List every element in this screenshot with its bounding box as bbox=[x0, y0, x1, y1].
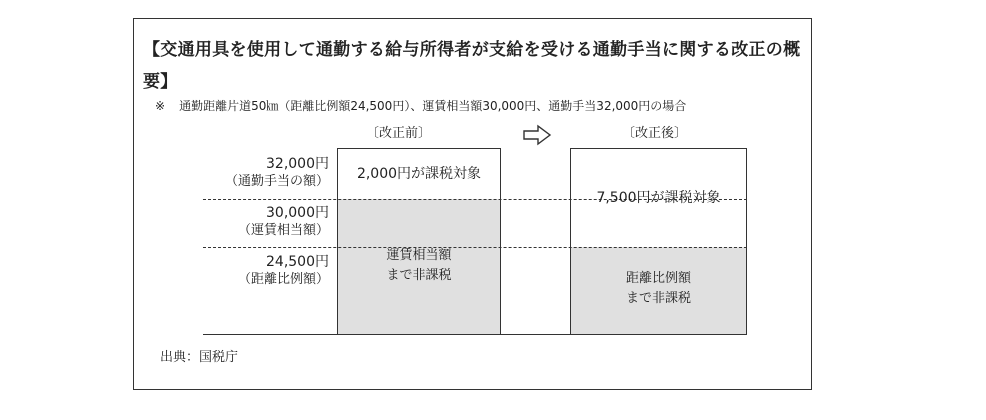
before-nontaxable-text bbox=[337, 246, 501, 286]
before-nontaxable-line1: 運賃相当額 bbox=[386, 248, 452, 263]
level-label-30000 bbox=[238, 204, 329, 240]
baseline bbox=[203, 334, 747, 335]
after-nontaxable-line1: 距離比例額 bbox=[625, 271, 691, 286]
note-text: 通勤距離片道50㎞（距離比例額24,500円）、運賃相当額30,000円、通勤手当32,000円の場合 bbox=[179, 99, 687, 113]
before-heading: 〔改正前〕 bbox=[366, 126, 432, 141]
level-caption: （通勤手当の額） bbox=[224, 174, 329, 189]
level-caption: （距離比例額） bbox=[237, 272, 329, 287]
note-mark: ※ bbox=[155, 99, 166, 113]
after-heading: 〔改正後〕 bbox=[622, 126, 688, 141]
note-line bbox=[155, 98, 686, 114]
level-caption: （運賃相当額） bbox=[237, 223, 329, 238]
after-nontaxable-text bbox=[570, 269, 747, 309]
level-label-32000 bbox=[225, 155, 329, 191]
before-taxable-text: 2,000円が課税対象 bbox=[356, 166, 482, 182]
before-nontaxable-line2: まで非課税 bbox=[386, 268, 452, 283]
diagram-title: 【交通用具を使用して通勤する給与所得者が支給を受ける通勤手当に関する改正の概要】 bbox=[143, 40, 801, 92]
level-amount: 30,000円 bbox=[266, 205, 329, 221]
level-amount: 32,000円 bbox=[266, 156, 329, 172]
after-nontaxable-line2: まで非課税 bbox=[625, 291, 691, 306]
after-taxable-text: 7,500円が課税対象 bbox=[596, 190, 721, 206]
level-label-24500 bbox=[238, 253, 329, 289]
right-arrow-icon bbox=[522, 124, 552, 146]
level-amount: 24,500円 bbox=[266, 254, 329, 270]
source-citation: 出典：国税庁 bbox=[160, 350, 239, 365]
